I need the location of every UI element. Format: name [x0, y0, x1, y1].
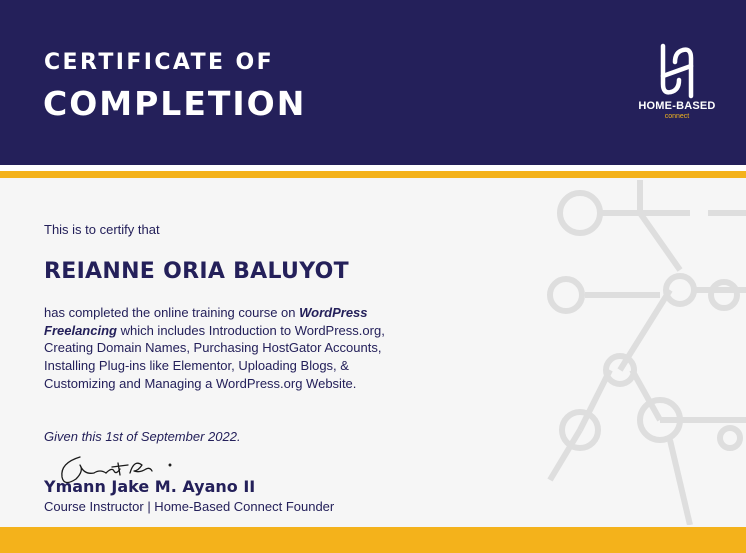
logo-tagline: connect [664, 113, 690, 120]
home-based-connect-logo-icon [654, 42, 700, 100]
signer-role: Course Instructor | Home-Based Connect Founder [44, 499, 335, 514]
certificate-header [0, 0, 746, 165]
course-description [44, 304, 424, 393]
recipient-name: REIANNE ORIA BALUYOT [44, 259, 349, 284]
home-based-connect-logo [632, 42, 722, 124]
certify-intro: This is to certify that [44, 222, 160, 237]
course-name: WordPress Freelancing [44, 305, 368, 338]
header-divider-gold [0, 171, 746, 178]
signer-name: Ymann Jake M. Ayano II [44, 477, 256, 496]
network-decoration [540, 180, 746, 525]
footer-bar [0, 527, 746, 553]
logo-name: HOME-BASED [638, 100, 716, 112]
description-details: which includes Introduction to WordPress.org, Creating Domain Names, Purchasing HostGator Accounts, Installing Plug-ins like Elementor, Uploading Blogs, & Customizing and Managing a WordPress.org Website. [44, 322, 385, 391]
certificate-title-line2: COMPLETION [43, 84, 307, 123]
given-date: Given this 1st of September 2022. [44, 429, 241, 444]
description-lead: has completed the online training course on [44, 305, 300, 320]
certificate-title-line1: CERTIFICATE OF [44, 50, 275, 75]
